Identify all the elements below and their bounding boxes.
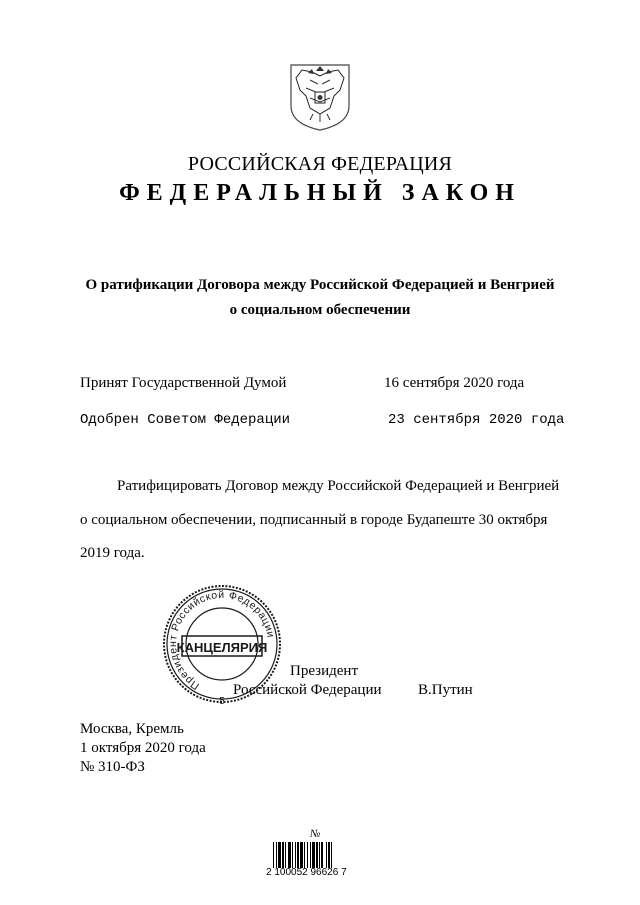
coat-of-arms-emblem xyxy=(288,62,352,132)
seal-number: 5 xyxy=(219,696,225,707)
law-title-line-2: о социальном обеспечении xyxy=(229,302,411,318)
country-heading: РОССИЙСКАЯ ФЕДЕРАЦИЯ xyxy=(187,153,453,175)
seal-ring-text: Президент Российской Федерации xyxy=(167,588,277,692)
barcode-mark xyxy=(308,826,330,840)
signing-date: 1 октября 2020 года xyxy=(80,740,206,756)
law-title-line-1: О ратификации Договора между Российской Федерацией и Венгрией xyxy=(85,277,555,293)
adopted-label: Принят Государственной Думой xyxy=(80,375,287,391)
approved-label: Одобрен Советом Федерации xyxy=(80,412,291,428)
seal-center-text: КАНЦЕЛЯРИЯ xyxy=(176,640,268,655)
approved-date: 23 сентября 2020 года xyxy=(388,412,565,428)
body-text-line-1: Ратифицировать Договор между Российской Федерацией и Венгрией xyxy=(117,478,560,494)
adopted-date: 16 сентября 2020 года xyxy=(384,375,525,391)
barcode-number: 2 100052 96626 7 xyxy=(266,867,347,878)
signatory-title-line-1: Президент xyxy=(290,663,358,679)
body-text-line-2: о социальном обеспечении, подписанный в городе Будапеште 30 октября xyxy=(80,512,548,528)
body-text-line-3: 2019 года. xyxy=(80,545,145,561)
document-kind-heading: ФЕДЕРАЛЬНЫЙ ЗАКОН xyxy=(119,180,521,206)
signing-place: Москва, Кремль xyxy=(80,721,184,737)
law-number: № 310-ФЗ xyxy=(80,759,145,775)
barcode-image xyxy=(272,842,370,868)
svg-text:№: № xyxy=(310,828,321,840)
signatory-name: В.Путин xyxy=(418,682,473,698)
signatory-title-line-2: Российской Федерации xyxy=(233,682,382,698)
